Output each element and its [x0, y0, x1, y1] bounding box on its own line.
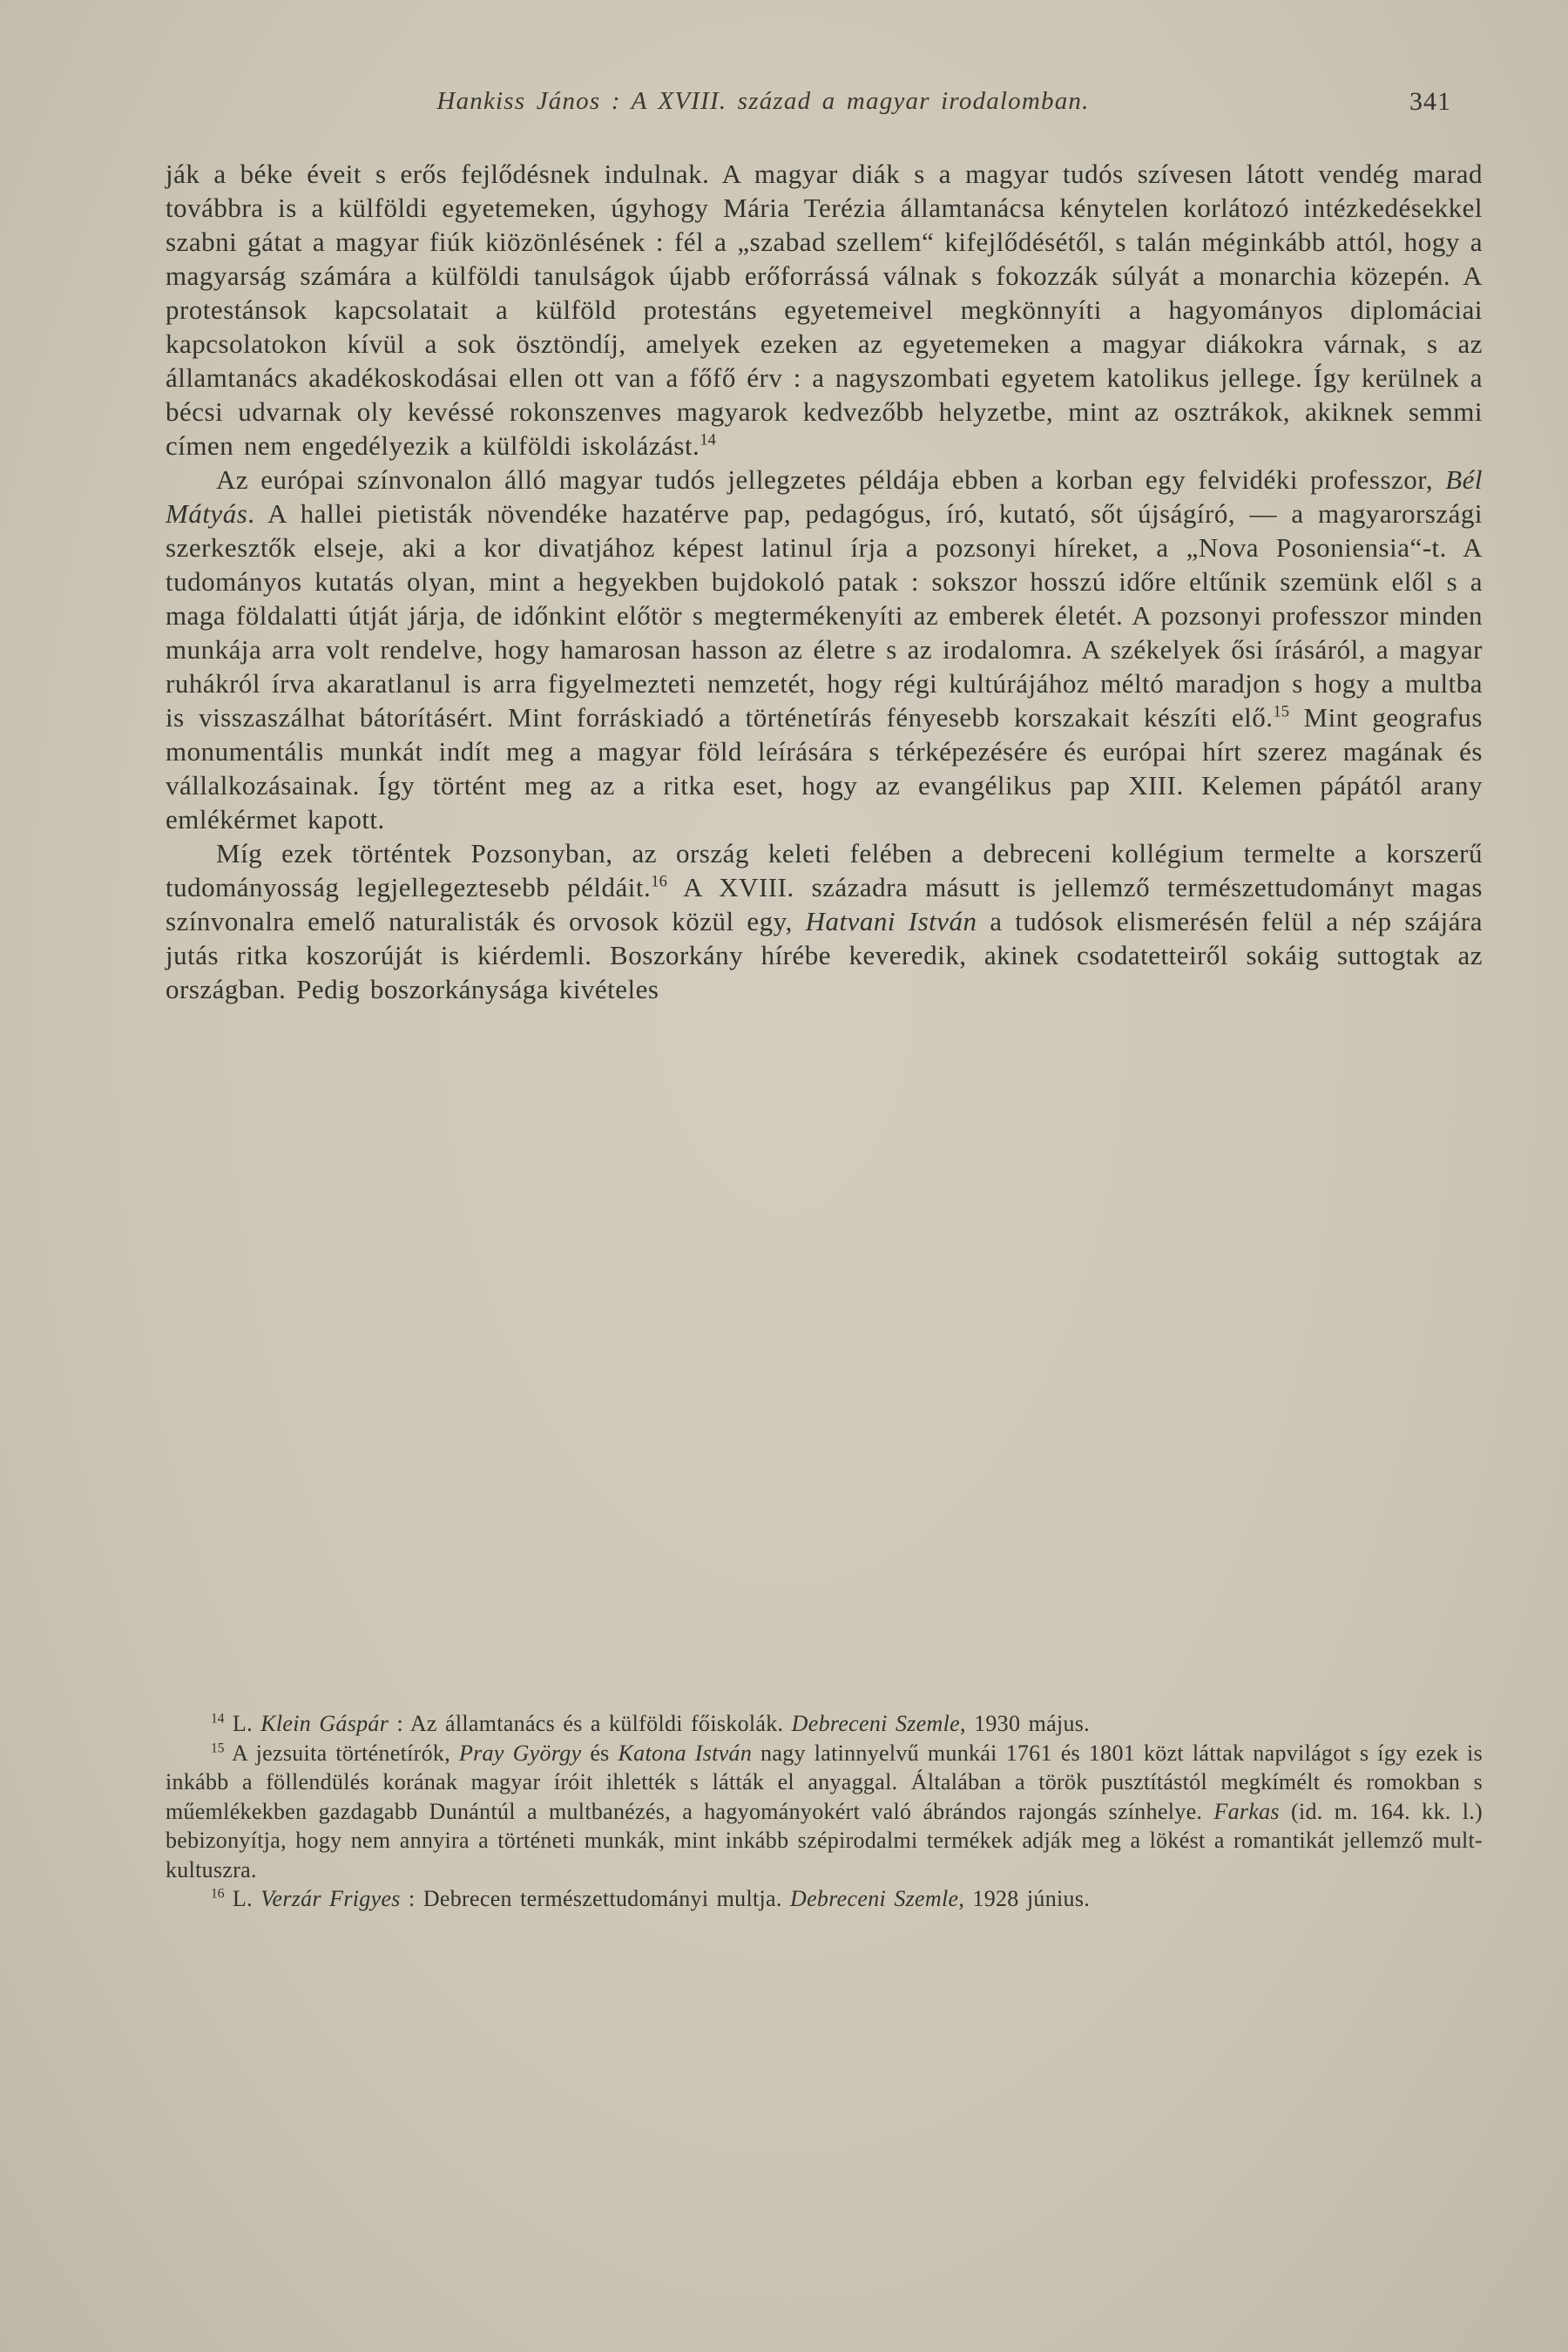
footnote-marker: 14	[700, 430, 716, 449]
paragraph	[166, 463, 1483, 836]
text-run: : Debrecen természettudományi multja.	[400, 1886, 790, 1911]
text-run: Míg ezek történtek Pozsonyban, az ország keleti felében a debreceni kollégium termelte a korszerű tudományosság legjellegeztesebb példáit.	[166, 838, 1483, 902]
text-run: Pray György	[458, 1740, 582, 1766]
footnote-marker: 14	[211, 1711, 225, 1727]
text-run: , 1928 június.	[958, 1886, 1091, 1911]
text-run: . A hallei pietisták növendéke hazatérve pap, pedagógus, író, kutató, sőt újságíró, — a magyarországi szerkesztők elseje, aki a kor divatjához képest latinul írja a pozsonyi híreket, a „Nova Posoniensia“-t. A tudományos kutatás olyan, mint a hegyekben bujdokoló patak : sokszor hosszú időre eltűnik szemünk elől s a maga földalatti útját járja, de időnkint előtör s megtermékenyíti az emberek életét. A pozsonyi professzor minden munkája arra volt rendelve, hogy hamarosan hasson az életre s az irodalomra. A székelyek ősi írásáról, a magyar ruhákról írva akaratlanul is arra figyelmezteti nemzetét, hogy régi kultúrájához méltó maradjon s hogy a multba is visszaszálhat bátorításért. Mint forráskiadó a történetírás fényesebb korszakait készíti elő.	[166, 498, 1483, 733]
text-run: A XVIII. századra másutt is jellemző természettudományt magas színvonalra emelő naturalisták és orvosok közül egy,	[166, 872, 1483, 936]
text-run: Hatvani István	[805, 906, 977, 936]
text-run: Farkas	[1213, 1798, 1280, 1824]
paragraph	[166, 157, 1483, 463]
footnote	[166, 1739, 1483, 1885]
text-run: ják a béke éveit s erős fejlődésnek indulnak. A magyar diák s a magyar tudós szívesen látott vendég marad továbbra is a külföldi egyetemeken, úgyhogy Mária Terézia államtanácsa kénytelen korlátozó intézkedésekkel szabni gátat a magyar fiúk kiözönlésének : fél a „szabad szellem“ kifejlődésétől, s talán méginkább attól, hogy a magyarság számára a külföldi tanulságok újabb erőforrássá válnak s fokozzák súlyát a monarchia közepén. A protestánsok kapcsolatait a külföld protestáns egyetemeivel megkönnyíti a hagyományos diplomáciai kapcsolatokon kívül a sok ösztöndíj, amelyek ezeken az egyetemeken a magyar diákokra várnak, s az államtanács akadékoskodásai ellen ott van a főfő érv : a nagyszombati egyetem katolikus jellege. Így kerülnek a bécsi udvarnak oly kevéssé rokonszenves magyarok kedvezőbb helyzetbe, mint az osztrákok, akiknek semmi címen nem engedélyezik a külföldi iskolázást.	[166, 159, 1483, 461]
page-number: 341	[1409, 87, 1451, 116]
text-run: L.	[224, 1711, 261, 1736]
text-run: Verzár Frigyes	[260, 1886, 401, 1911]
text-run: : Az államtanács és a külföldi főiskolák.	[389, 1711, 792, 1736]
footnote-marker: 16	[211, 1886, 225, 1902]
text-run: Debreceni Szemle	[791, 1711, 960, 1736]
text-run: A jezsuita történetírók,	[224, 1740, 459, 1766]
text-run: és	[581, 1740, 618, 1766]
text-run: Mint geografus monumentális munkát indít meg a magyar föld leírására s térképezésére és európai hírt szerez magának és vállalkozásainak. Így történt meg az a ritka eset, hogy az evangélikus pap XIII. Kelemen pápától arany emlékérmet kapott.	[166, 702, 1483, 835]
page-header	[166, 87, 1483, 122]
footnotes-section	[166, 1709, 1483, 1914]
body-text	[166, 157, 1483, 1006]
footnote	[166, 1884, 1483, 1914]
footnote-marker: 16	[651, 872, 667, 891]
footnote-marker: 15	[211, 1740, 225, 1755]
text-run: , 1930 május.	[959, 1711, 1090, 1736]
text-run: Klein Gáspár	[260, 1711, 389, 1736]
text-run: Katona István	[618, 1740, 753, 1766]
text-run: a tudósok elismerésén felül a nép szájára jutás ritka koszorúját is kiérdemli. Boszorkány hírébe keveredik, akinek csodatetteiről sokáig suttogtak az országban. Pedig boszorkánysága kivételes	[166, 906, 1483, 1004]
text-run: Bél Mátyás	[166, 464, 1483, 529]
paragraph	[166, 836, 1483, 1006]
footnote-marker: 15	[1273, 702, 1290, 721]
text-run: (id. m. 164. kk. l.) bebizonyítja, hogy nem annyira a történeti munkák, mint inkább szépirodalmi termékek adják meg a lökést a romantikát jellemző mult-kultuszra.	[166, 1798, 1484, 1882]
footnote	[166, 1709, 1483, 1739]
text-run: L.	[224, 1886, 261, 1911]
text-run: Debreceni Szemle	[790, 1886, 959, 1911]
text-run: nagy latinnyelvű munkái 1761 és 1801 közt láttak napvilágot s így ezek is inkább a föllendülés korának magyar íróit ihlették s látták el anyaggal. Általában a török pusztítástól megkímélt és romokban s műemlékekben gazdagabb Dunántúl a multbanézés, a hagyományokért való ábrándos rajongás színhelye.	[166, 1740, 1484, 1824]
running-title: Hankiss János : A XVIII. század a magyar irodalomban.	[436, 87, 1090, 115]
text-run: Az európai színvonalon álló magyar tudós jellegzetes példája ebben a korban egy felvidéki professzor,	[216, 464, 1446, 495]
